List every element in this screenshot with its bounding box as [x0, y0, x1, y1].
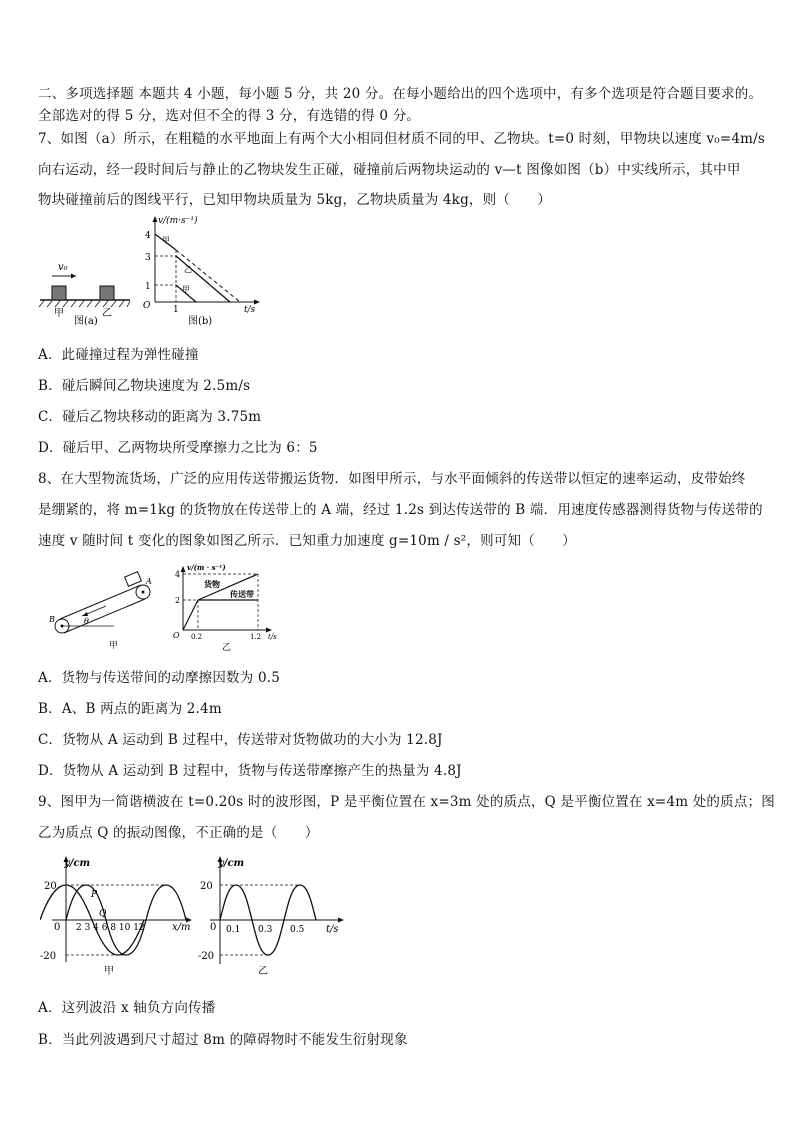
fig-wave-origin: 0: [54, 922, 61, 933]
fig-b-yi: 乙: [184, 265, 192, 274]
fig-jia-theta: θ: [84, 617, 89, 626]
q9-stem-line2: 乙为质点 Q 的振动图像，不正确的是（ ）: [38, 825, 319, 841]
fig-wave-ylabel: y/cm: [64, 858, 91, 869]
q9-figure-jia: [40, 852, 200, 978]
q8-figure-jia: [42, 570, 162, 652]
fig-yi-origin: O: [173, 631, 180, 640]
fig-a-v0-label: v₀: [58, 262, 68, 273]
fig-b-xlabel: t/s: [244, 305, 256, 315]
fig-yi-x12: 1.2: [250, 633, 262, 641]
fig-vib-x03: 0.3: [258, 925, 273, 935]
q9-option-b: B．当此列波遇到尺寸超过 8m 的障碍物时不能发生衍射现象: [38, 1032, 408, 1048]
fig-yi-caption: 乙: [222, 643, 232, 652]
fig-wave-y20: 20: [44, 881, 57, 892]
fig-yi-x02: 0.2: [191, 633, 203, 641]
fig-wave-xlabel: x/m: [172, 922, 191, 933]
fig-vib-x05: 0.5: [290, 925, 305, 935]
fig-vib-x01: 0.1: [226, 925, 241, 935]
q8-option-a: A．货物与传送带间的动摩擦因数为 0.5: [38, 670, 281, 686]
q7-figure-b: [140, 212, 270, 328]
fig-b-y3: 3: [145, 253, 151, 263]
fig-b-ylabel: v/(m·s⁻¹): [158, 216, 198, 226]
fig-a-jia-label: 甲: [54, 308, 64, 319]
q7-option-c: C．碰后乙物块移动的距离为 3.75m: [38, 409, 262, 425]
fig-yi-ylabel: v/(m · s⁻¹): [187, 563, 226, 572]
section-header-line2: 全部选对的得 5 分，选对但不全的得 3 分，有选错的得 0 分。: [38, 108, 421, 124]
fig-wave-P: P: [91, 890, 98, 900]
q9-option-a: A．这列波沿 x 轴负方向传播: [38, 1000, 216, 1016]
fig-vib-yn20: -20: [198, 951, 215, 962]
fig-wave-xticks: 2 3 4 6 8 10 12: [76, 923, 145, 933]
fig-b-y1: 1: [145, 282, 151, 292]
fig-yi-y2: 2: [175, 596, 181, 605]
section-header-line1: 二、多项选择题 本题共 4 小题，每小题 5 分，共 20 分。在每小题给出的四个选项中，有多个选项是符合题目要求的。: [38, 86, 763, 102]
q8-stem-line2: 是绷紧的，将 m=1kg 的货物放在传送带上的 A 端，经过 1.2s 到达传送带的 B 端．用速度传感器测得货物与传送带的: [38, 502, 763, 518]
fig-yi-y4: 4: [175, 570, 181, 579]
fig-vib-xlabel: t/s: [326, 924, 339, 935]
q7-stem-line3: 物块碰撞前后的图线平行，已知甲物块质量为 5kg，乙物块质量为 4kg，则（ ）: [38, 192, 552, 208]
fig-b-x1: 1: [173, 305, 179, 315]
fig-wave-Q: Q: [99, 909, 107, 919]
fig-jia-caption: 甲: [109, 641, 119, 651]
block-yi: [100, 286, 114, 300]
fig-yi-goods: 货物: [204, 579, 220, 589]
q9-figure-yi: [198, 852, 354, 978]
fig-jia-A-label: A: [146, 577, 152, 586]
q7-stem-line2: 向右运动，经一段时间后与静止的乙物块发生正碰，碰撞前后两物块运动的 v—t 图像如图（b）中实线所示，其中甲: [38, 162, 741, 178]
fig-wave-yn20: -20: [40, 951, 57, 962]
cargo-box: [125, 572, 142, 587]
fig-b-caption: 图(b): [188, 316, 213, 327]
q7-option-a: A．此碰撞过程为弹性碰撞: [38, 347, 199, 363]
q8-option-d: D．货物从 A 运动到 B 过程中，货物与传送带摩擦产生的热量为 4.8J: [38, 763, 462, 779]
q8-stem-line1: 8、在大型物流货场，广泛的应用传送带搬运货物．如图甲所示，与水平面倾斜的传送带以恒定的速率运动，皮带始终: [38, 471, 746, 487]
fig-vib-y20: 20: [200, 881, 213, 892]
fig-b-jia-low: 甲: [182, 285, 190, 294]
q7-figure-a: [38, 240, 138, 328]
fig-jia-B-label: B: [49, 615, 55, 624]
q8-stem-line3: 速度 v 随时间 t 变化的图象如图乙所示．已知重力加速度 g=10m / s²，则可知（ ）: [38, 533, 577, 549]
block-jia: [52, 286, 66, 300]
q9-stem-line1: 9、图甲为一简谐横波在 t=0.20s 时的波形图，P 是平衡位置在 x=3m 处的质点，Q 是平衡位置在 x=4m 处的质点；图: [38, 794, 775, 810]
fig-a-caption: 图(a): [74, 316, 98, 327]
q7-option-b: B．碰后瞬间乙物块速度为 2.5m/s: [38, 378, 251, 394]
q7-stem-line1: 7、如图（a）所示，在粗糙的水平地面上有两个大小相同但材质不同的甲、乙物块。t=0 时刻，甲物块以速度 v₀=4m/s: [38, 131, 766, 147]
q8-option-b: B．A、B 两点的距离为 2.4m: [38, 701, 222, 717]
fig-b-jia-top: 甲: [162, 236, 170, 245]
q8-option-c: C．货物从 A 运动到 B 过程中，传送带对货物做功的大小为 12.8J: [38, 732, 443, 748]
fig-vib-ylabel: y/cm: [218, 858, 245, 869]
fig-wave-caption: 甲: [104, 966, 114, 977]
q7-option-d: D．碰后甲、乙两物块所受摩擦力之比为 6：5: [38, 440, 318, 456]
fig-b-y4: 4: [145, 231, 151, 241]
fig-b-origin: O: [143, 301, 151, 311]
q8-figure-yi: [168, 560, 288, 652]
fig-vib-origin: 0: [210, 922, 217, 933]
fig-yi-xlabel: t/s: [268, 633, 277, 641]
fig-yi-belt: 传送带: [230, 589, 254, 599]
fig-a-yi-label: 乙: [102, 308, 112, 319]
fig-vib-caption: 乙: [258, 966, 268, 977]
